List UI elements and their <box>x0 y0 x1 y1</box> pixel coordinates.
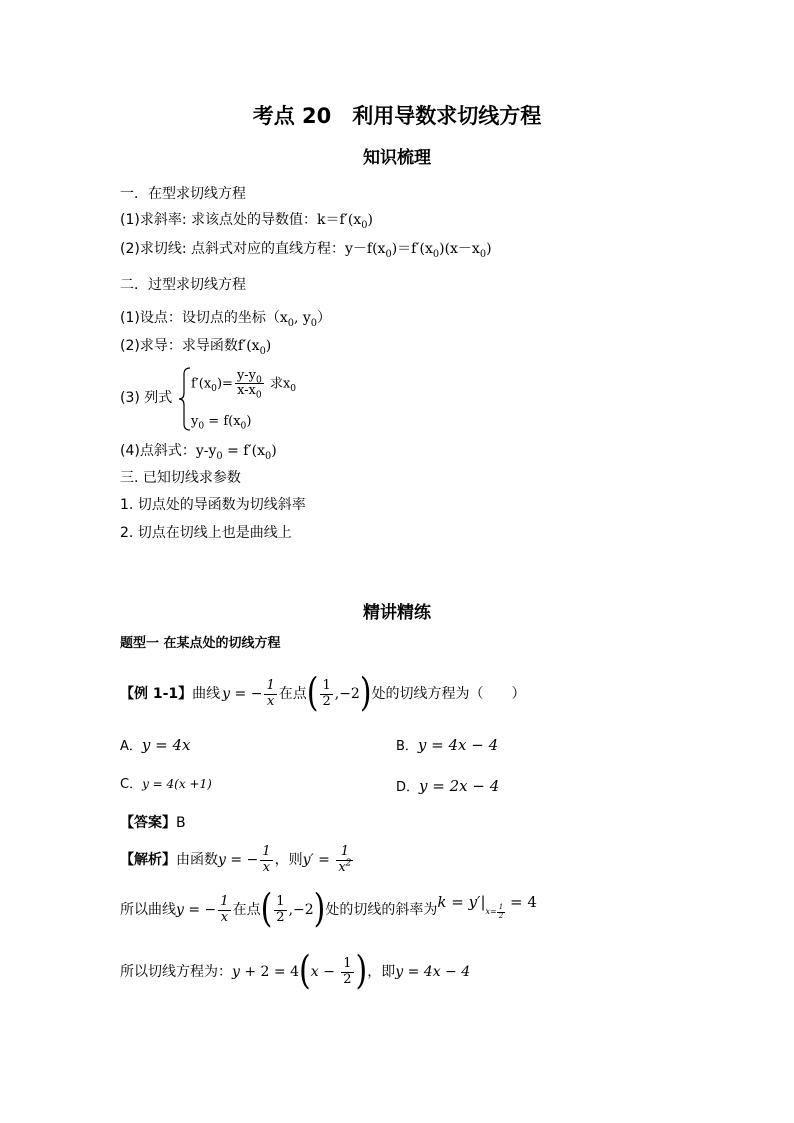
step3-equation-1: $f'(x_0)=$ $\frac{y-y_0}{x-x_0}$ 求$x_0$ <box>191 368 297 401</box>
slope-value: 4 <box>527 893 537 911</box>
example-tag: 【例 1-1】 <box>120 685 193 702</box>
part1-heading: 一．在型求切线方程 <box>120 186 246 202</box>
part1-item2 <box>120 241 492 258</box>
option-d <box>396 777 499 796</box>
analysis-line3-result: y = 4x − 4 <box>395 963 471 980</box>
step3-equation-2: $y_0 = f(x_0)$ <box>191 414 252 432</box>
part3-item2: 2. 切点在切线上也是曲线上 <box>120 525 292 541</box>
part2-step1 <box>120 310 331 327</box>
step3-label: (3) 列式 <box>120 390 173 406</box>
section-heading-knowledge: 知识梳理 <box>363 148 431 168</box>
analysis-line1-b: ，则 <box>274 851 303 868</box>
part3-item1: 1. 切点处的导函数为切线斜率 <box>120 497 306 513</box>
option-c <box>120 777 212 793</box>
tangent-line-formula: $y-f(x_0)=f'(x_0)(x-x_0)$ <box>345 241 492 260</box>
page-title: 考点 20 利用导数求切线方程 <box>252 104 542 128</box>
option-c-formula: y = 4(x +1) <box>142 777 212 791</box>
analysis-line1-a: 由函数 <box>176 851 218 868</box>
section-heading-practice: 精讲精练 <box>363 603 431 623</box>
step4-label: (4)点斜式： <box>120 443 196 459</box>
analysis-line-3: 所以切线方程为： y + 2 = 4 ( x − $\frac{1}{2}$ ) ，即 y = 4x − 4 <box>120 948 471 995</box>
analysis-line2-a: 所以曲线 <box>120 901 176 918</box>
part2-heading: 二．过型求切线方程 <box>120 277 246 293</box>
part1-item1-label: (1)求斜率: 求该点处的导数值： <box>120 212 317 228</box>
part2-step2 <box>120 338 271 355</box>
option-a-label: A． <box>120 739 142 754</box>
part1-item2-label: (2)求切线: 点斜式对应的直线方程： <box>120 241 345 257</box>
option-b-formula: y = 4x − 4 <box>417 736 499 754</box>
tangent-point-coords: $x_0$, $y_0$ <box>279 310 318 329</box>
analysis-line3-b: ，即 <box>367 963 396 980</box>
example-question: 【例 1-1】 曲线 y = − $\frac{1}{x}$ 在点 ( $\frac{1}{2}$ ,−2 ) 处的切线方程为（ ） <box>120 670 526 717</box>
system-brace-icon <box>178 366 192 432</box>
q-text-b: 在点 <box>278 685 307 702</box>
analysis-line2-c: 处的切线的斜率为 <box>325 901 438 918</box>
step2-label: (2)求导：求导函数 <box>120 338 238 354</box>
analysis-line-1: 【解析】 由函数 y = − $\frac{1}{x}$ ，则 y′ = $\frac{1}{x^2}$ <box>120 844 352 875</box>
step1-end: ） <box>317 310 332 326</box>
analysis-line3-a: 所以切线方程为： <box>120 963 232 980</box>
answer-value: B <box>176 815 186 831</box>
option-a <box>120 736 191 755</box>
answer-tag: 【答案】 <box>120 815 176 831</box>
option-c-label: C． <box>120 777 143 792</box>
part3-heading: 三. 已知切线求参数 <box>120 470 241 486</box>
answer <box>120 815 186 832</box>
part2-step4 <box>120 443 277 460</box>
point-slope-formula: $y-y_0 = f'(x_0)$ <box>195 443 277 462</box>
option-d-label: D． <box>396 780 420 795</box>
option-b-label: B． <box>396 739 418 754</box>
part1-item1 <box>120 212 373 229</box>
analysis-tag: 【解析】 <box>120 851 176 868</box>
option-b <box>396 736 498 755</box>
analysis-line2-b: 在点 <box>232 901 261 918</box>
analysis-line-2: 所以曲线 y = − $\frac{1}{x}$ 在点 ( $\frac{1}{2}$ ,−2 ) 处的切线的斜率为 k = y′ | x= $\frac{1}{2}$ = 4 <box>120 886 537 933</box>
type-heading: 题型一 在某点处的切线方程 <box>120 636 281 651</box>
derivative-formula: $f'(x_0)$ <box>237 338 272 357</box>
option-d-formula: y = 2x − 4 <box>419 777 500 795</box>
q-text-c: 处的切线方程为（ ） <box>371 685 526 702</box>
step1-label: (1)设点：设切点的坐标（ <box>120 310 280 326</box>
slope-formula: $k=f'(x_0)$ <box>317 212 373 231</box>
q-text-a: 曲线 <box>192 685 221 702</box>
option-a-formula: y = 4x <box>141 736 191 754</box>
